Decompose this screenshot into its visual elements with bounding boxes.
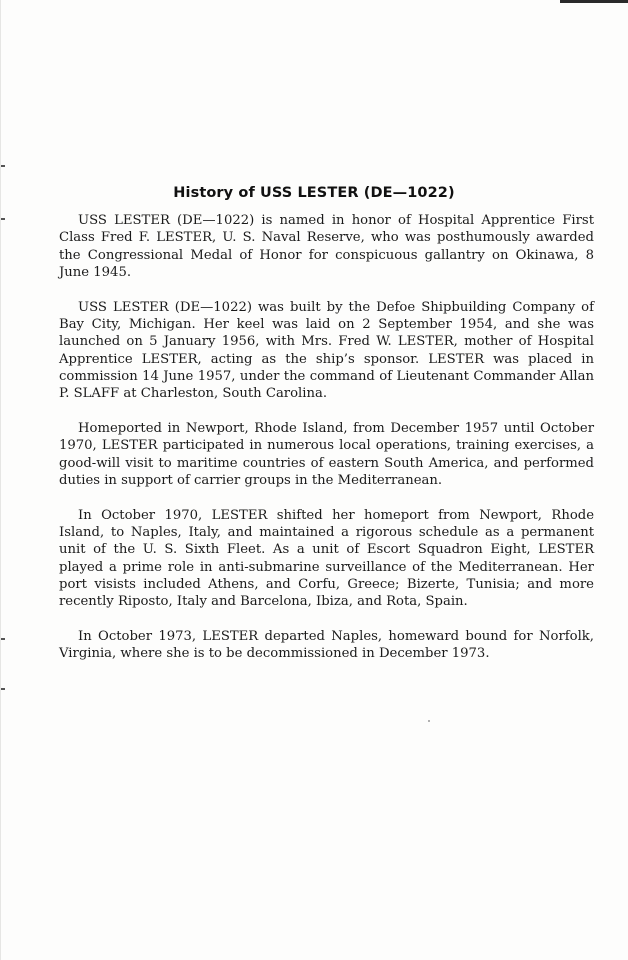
scan-speck <box>428 720 430 722</box>
scan-shadow <box>560 0 628 3</box>
paragraph-naming: USS LESTER (DE—1022) is named in honor of Hospital Apprentice First Class Fred F. LESTER, U. S. Naval Reserve, who was posthumously awarded the Congressional Medal of Honor for conspicuous gallantry on Okinawa, 8 June 1945. <box>59 213 594 280</box>
paragraph-decommissioning: In October 1973, LESTER departed Naples, homeward bound for Norfolk, Virginia, where she is to be decommissioned in December 1973. <box>59 628 594 662</box>
binding-mark <box>1 165 5 167</box>
document-body <box>59 212 594 680</box>
binding-mark <box>1 638 5 640</box>
binding-mark <box>1 688 5 690</box>
scan-edge <box>0 0 1 960</box>
paragraph-construction: USS LESTER (DE—1022) was built by the Defoe Shipbuilding Company of Bay City, Michigan. Her keel was laid on 2 September 1954, and she was launched on 5 January 1956, with Mrs. Fred W. LESTER, mother of Hospital Apprentice LESTER, acting as the ship’s sponsor. LESTER was placed in commission 14 June 1957, under the command of Lieutenant Commander Allan P. SLAFF at Charleston, South Carolina. <box>59 299 594 402</box>
paragraph-naples-service: In October 1970, LESTER shifted her homeport from Newport, Rhode Island, to Naples, Italy, and maintained a rigorous schedule as a permanent unit of the U. S. Sixth Fleet. As a unit of Escort Squadron Eight, LESTER played a prime role in anti-submarine surveillance of the Mediterranean. Her port visists included Athens, and Corfu, Greece; Bizerte, Tunisia; and more recently Riposto, Italy and Barcelona, Ibiza, and Rota, Spain. <box>59 507 594 610</box>
binding-mark <box>1 218 5 220</box>
paragraph-newport-service: Homeported in Newport, Rhode Island, from December 1957 until October 1970, LESTER participated in numerous local operations, training exercises, a good-will visit to maritime countries of eastern South America, and performed duties in support of carrier groups in the Mediterranean. <box>59 420 594 488</box>
document-title: History of USS LESTER (DE—1022) <box>173 184 455 201</box>
